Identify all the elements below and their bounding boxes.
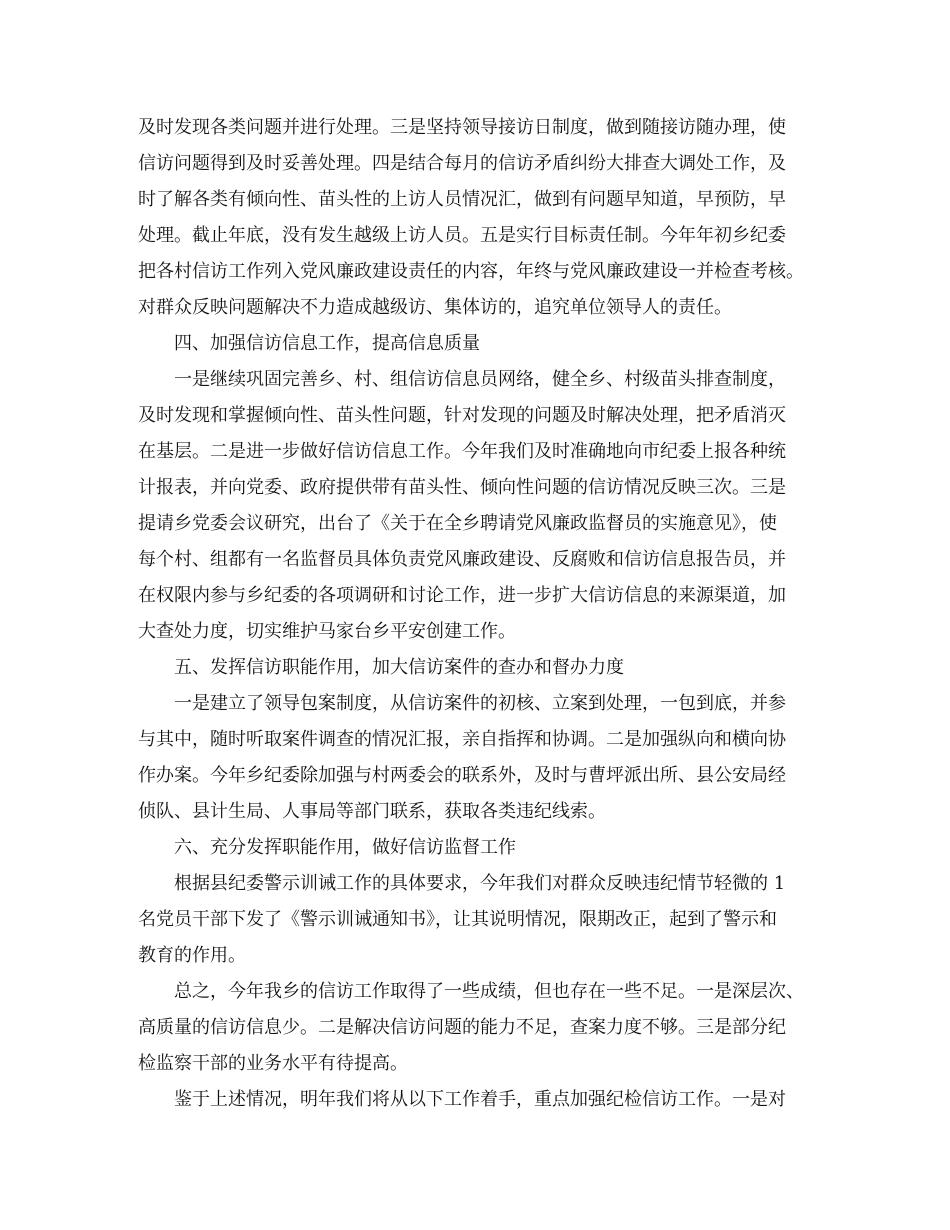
document-body	[138, 110, 828, 1118]
paragraph-start-line: 总之，今年我乡的信访工作取得了一些成绩，但也存在一些不足。一是深层次、	[174, 981, 804, 1002]
section-heading: 六、充分发挥职能作用，做好信访监督工作	[174, 837, 516, 858]
text-line: 处理。截止年底，没有发生越级上访人员。五是实行目标责任制。今年年初乡纪委	[138, 225, 786, 246]
text-line: 时了解各类有倾向性、苗头性的上访人员情况汇，做到有问题早知道，早预防，早	[138, 189, 786, 210]
text-line: 提请乡党委会议研究，出台了《关于在全乡聘请党风廉政监督员的实施意见》，使	[138, 513, 777, 534]
paragraph-start-line: 根据县纪委警示训诫工作的具体要求，今年我们对群众反映违纪情节轻微的 1	[174, 873, 786, 894]
section-heading: 四、加强信访信息工作，提高信息质量	[174, 333, 480, 354]
text-line: 作办案。今年乡纪委除加强与村两委会的联系外，及时与曹坪派出所、县公安局经	[138, 765, 786, 786]
paragraph-start-line: 一是继续巩固完善乡、村、组信访信息员网络，健全乡、村级苗头排查制度，	[174, 369, 786, 390]
text-line: 信访问题得到及时妥善处理。四是结合每月的信访矛盾纠纷大排查大调处工作，及	[138, 153, 786, 174]
text-line: 侦队、县计生局、人事局等部门联系，获取各类违纪线索。	[138, 801, 606, 822]
paragraph-start-line: 鉴于上述情况，明年我们将从以下工作着手，重点加强纪检信访工作。一是对	[174, 1089, 786, 1110]
text-line: 计报表，并向党委、政府提供带有苗头性、倾向性问题的信访情况反映三次。三是	[138, 477, 786, 498]
text-line: 及时发现和掌握倾向性、苗头性问题，针对发现的问题及时解决处理，把矛盾消灭	[138, 405, 786, 426]
text-line: 大查处力度，切实维护马家台乡平安创建工作。	[138, 621, 516, 642]
text-line: 与其中，随时听取案件调查的情况汇报，亲自指挥和协调。二是加强纵向和横向协	[138, 729, 786, 750]
text-line: 检监察干部的业务水平有待提高。	[138, 1053, 408, 1074]
text-line: 及时发现各类问题并进行处理。三是坚持领导接访日制度，做到随接访随办理，使	[138, 117, 786, 138]
text-line: 在权限内参与乡纪委的各项调研和讨论工作，进一步扩大信访信息的来源渠道，加	[138, 585, 786, 606]
text-line: 把各村信访工作列入党风廉政建设责任的内容，年终与党风廉政建设一并检查考核。	[138, 261, 804, 282]
section-heading: 五、发挥信访职能作用，加大信访案件的查办和督办力度	[174, 657, 624, 678]
text-line: 每个村、组都有一名监督员具体负责党风廉政建设、反腐败和信访信息报告员，并	[138, 549, 786, 570]
text-line: 名党员干部下发了《警示训诫通知书》，让其说明情况，限期改正，起到了警示和	[138, 909, 777, 930]
text-line: 教育的作用。	[138, 945, 246, 966]
paragraph-start-line: 一是建立了领导包案制度，从信访案件的初核、立案到处理，一包到底，并参	[174, 693, 786, 714]
text-line: 在基层。二是进一步做好信访信息工作。今年我们及时准确地向市纪委上报各种统	[138, 441, 786, 462]
text-line: 对群众反映问题解决不力造成越级访、集体访的，追究单位领导人的责任。	[138, 297, 732, 318]
text-line: 高质量的信访信息少。二是解决信访问题的能力不足，查案力度不够。三是部分纪	[138, 1017, 786, 1038]
